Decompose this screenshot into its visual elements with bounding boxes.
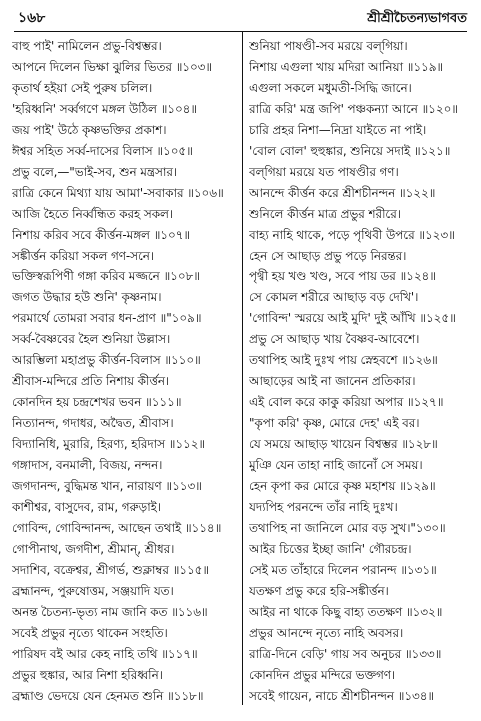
verse-line: গঙ্গাদাস, বনমালী, বিজয়, নন্দন। (12, 458, 163, 473)
verse-line: কোনদিন হয় চন্দ্রশেখর ভবন ॥১১১॥ (12, 395, 182, 410)
verse-line: প্রভুর আনন্দে নৃত্যে নাহি অবসর। (249, 625, 404, 640)
verse-line: পারিষদ বই আর কেহ নাহি তথি ॥১১৭॥ (12, 646, 198, 661)
page-number: ১৬৮ (18, 10, 46, 26)
verse-line: বাহ্য নাহি থাকে, পড়ে পৃথিবী উপরে ॥১২৩॥ (249, 227, 455, 242)
verse-line: বাহু পাই' নামিলেন প্রভু-বিশ্বম্ভর। (12, 39, 162, 53)
verse-line: সর্ব্ব-বৈষ্ণবের হৈল শুনিয়া উল্লাস। (12, 332, 171, 347)
verse-line: যদ্যপিহ পরনন্দে তাঁর নাহি দুঃখ। (249, 499, 398, 514)
verse-line: প্রভুর হুঙ্কার, আর নিশা হরিধ্বনি। (12, 667, 163, 682)
verse-line: 'বোল বোল' হুহুঙ্কার, শুনিয়ে সদাই ॥১২১॥ (249, 143, 451, 158)
verse-line: 'হরিধ্বনি' সর্ব্বগণে মঙ্গল উঠিল ॥১০৪॥ (12, 101, 198, 116)
verse-line: জগদানন্দ, বুদ্ধিমন্ত খান, নারায়ণ ॥১১৩॥ (12, 479, 202, 494)
verse-line: সবেই প্রভুর নৃত্যে থাকেন সংহতি। (12, 625, 168, 640)
verse-line: আরম্ভিলা মহাপ্রভু কীর্ত্তন-বিলাস ॥১১০॥ (12, 353, 201, 368)
verse-line: নিত্যানন্দ, গদাধর, অদ্বৈত, শ্রীবাস। (12, 416, 174, 431)
verse-line: ব্রহ্মানন্দ, পুরুষোত্তম, সঞ্জয়াদি যত। (12, 583, 174, 598)
verse-line: গোপীনাথ, জগদীশ, শ্রীমান্‌, শ্রীধর। (12, 541, 175, 556)
verse-line: আছাড়ের আই না জানেন প্রতিকার। (249, 374, 416, 389)
verse-line: চারি প্রহর নিশা—নিদ্রা যাইতে না পাই। (249, 122, 427, 137)
verse-line: আইর না থাকে কিছু বাহ্য ততক্ষণ ॥১৩২॥ (249, 604, 443, 619)
verse-line: এই বোল করে কাকু করিয়া অপার ॥১২৭॥ (249, 395, 444, 410)
verse-line: রাত্রি-দিনে বেড়ি' গায় সব অনুচর ॥১৩৩॥ (249, 646, 442, 661)
verse-line: আইর চিত্তের ইচ্ছা জানি' গৌরচন্দ্র। (249, 541, 412, 556)
verse-line: তথাপিহ আই দুঃখ পায় স্নেহবশে ॥১২৬॥ (249, 353, 438, 368)
verse-line: প্রভু সে আছাড় খায় বৈষ্ণব-আবেশে। (249, 332, 420, 347)
verse-line: 'গোবিন্দ' স্মরয়ে আই মুদি' দুই আঁখি ॥১২৫॥ (249, 311, 456, 326)
verse-line: সঙ্কীর্ত্তন করিয়া সকল গণ-সনে। (12, 248, 155, 263)
verse-line: বল্‌গিয়া মরয়ে যত পাষণ্ডীর গণ। (249, 164, 399, 179)
verse-line: মুঞি যেন তাহা নাহি জানোঁ সে সময়। (249, 458, 423, 473)
verse-line: শুনিলে কীর্ত্তন মাত্র প্রভুর শরীরে। (249, 206, 401, 221)
verse-line: নিশায় এগুলা খায় মদিরা আনিয়া ॥১১৯॥ (249, 59, 444, 74)
verse-line: কোনদিন প্রভুর মন্দিরে ভক্তগণ। (249, 667, 396, 682)
verse-line: হেন সে আছাড় প্রভু পড়ে নিরন্তর। (249, 248, 407, 263)
verse-line: ভক্তিস্বরূপিণী গঙ্গা করিব মজ্জনে ॥১০৮॥ (12, 269, 200, 284)
verse-line: শুনিয়া পাষণ্ডী-সব মরয়ে বল্‌গিয়া। (249, 39, 408, 53)
verse-line: আজি হৈতে নির্ব্বন্ধিত করহ সকল। (12, 206, 174, 221)
running-title: শ্রীশ্রীচৈতন্যভাগবত (367, 11, 467, 26)
verse-line: ব্রহ্মাণ্ড ভেদয়ে যেন হেনমত শুনি ॥১১৮॥ (12, 688, 204, 703)
verse-line: অনন্ত চৈতন্য-ভৃত্য নাম জানি কত ॥১১৬॥ (12, 604, 208, 619)
verse-line: জয় পাই' উঠে কৃষ্ণভক্তির প্রকাশ। (12, 122, 167, 137)
verse-line: পৃথ্বী হয় খণ্ড খণ্ড, সবে পায় ডর ॥১২৪॥ (249, 269, 436, 284)
verse-line: এগুলা সকলে মধুমতী-সিদ্ধি জানে। (249, 80, 412, 95)
verse-line: যে সময়ে আছাড় খায়েন বিশ্বম্ভর ॥১২৮॥ (249, 437, 438, 452)
verse-line: শ্রীবাস-মন্দিরে প্রতি নিশায় কীর্ত্তন। (12, 374, 170, 389)
verse-line: ঈশ্বর সহিত সর্ব্ব-দাসের বিলাস ॥১০৫॥ (12, 143, 193, 158)
verse-line: রাত্রি কেনে মিথ্যা যায় আমা'-সবাকার ॥১০৬॥ (12, 185, 224, 200)
page-header (16, 4, 467, 30)
verse-line: সে কোমল শরীরে আছাড় বড় দেখি'। (249, 290, 419, 305)
verse-line: "কৃপা করি' কৃষ্ণ, মোরে দেহ' এই বর। (249, 416, 420, 431)
verse-line: পরমার্থে তোমরা সবার ধন-প্রাণ ॥"১০৯॥ (12, 311, 202, 326)
verse-line: কাশীশ্বর, বাসুদেব, রাম, গরুড়াই। (12, 499, 161, 514)
header-rule (14, 31, 467, 32)
verse-line: আপনে দিলেন ভিক্ষা ঝুলির ভিতর ॥১০৩॥ (12, 59, 213, 74)
verse-line: গোবিন্দ, গোবিন্দানন্দ, আছেন তথাই ॥১১৪॥ (12, 520, 222, 535)
verse-line: কৃতার্থ হইয়া সেই পুরুষ চলিল। (12, 80, 153, 95)
verse-line: সবেই গায়েন, নাচে শ্রীশচীনন্দন ॥১৩৪॥ (249, 688, 435, 703)
verse-line: প্রভু বলে,—"ভাই-সব, শুন মন্ত্রসার। (12, 164, 178, 179)
verse-line: আনন্দে কীর্ত্তন করে শ্রীশচীনন্দন ॥১২২॥ (249, 185, 436, 200)
left-verse-column (12, 36, 238, 706)
verse-line: হেন কৃপা কর মোরে কৃষ্ণ মহাশয় ॥১২৯॥ (249, 479, 436, 494)
verse-line: বিদ্যানিধি, মুরারি, হিরণ্য, হরিদাস ॥১১২॥ (12, 437, 206, 452)
verse-line: রাত্রি করি' মন্ত্র জপি' পঞ্চকন্যা আনে ॥১২০॥ (249, 101, 458, 116)
column-divider (242, 32, 243, 705)
verse-line: সেই মত তাঁহারে দিলেন পরানন্দ ॥১৩১॥ (249, 562, 437, 577)
verse-line: যতক্ষণ প্রভু করে হরি-সঙ্কীর্ত্তন। (249, 583, 389, 598)
verse-line: নিশায় করিব সবে কীর্ত্তন-মঙ্গল ॥১০৭॥ (12, 227, 191, 242)
verse-line: তথাপিহ না জানিলে মোর বড় সুখ।"১৩০॥ (249, 520, 446, 535)
verse-line: সদাশিব, বক্রেশ্বর, শ্রীগর্ভ, শুক্লাম্বর ॥১১৫॥ (12, 562, 210, 577)
verse-line: জগত উদ্ধার হউ শুনি' কৃষ্ণনাম। (12, 290, 162, 305)
right-verse-column (249, 36, 475, 706)
